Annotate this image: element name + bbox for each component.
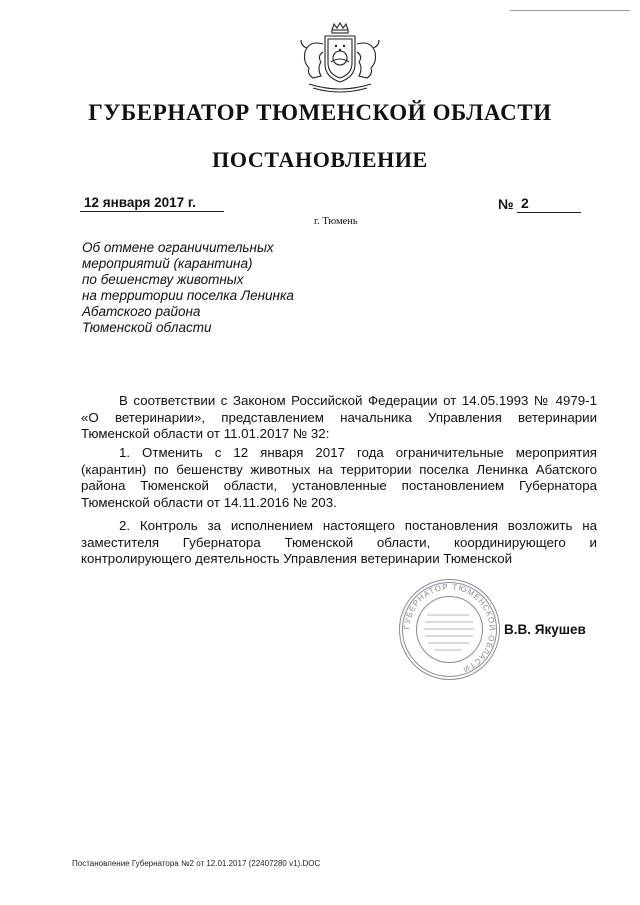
top-rule (510, 10, 630, 11)
signatory-name: В.В. Якушев (504, 622, 586, 637)
document-number: 2 (517, 195, 581, 213)
document-date: 12 января 2017 г. (80, 195, 224, 212)
document-type: ПОСТАНОВЛЕНИЕ (212, 147, 428, 172)
coat-of-arms-icon (295, 22, 385, 94)
preamble-paragraph: В соответствии с Законом Российской Федерации от 14.05.1993 № 4979-1 «О ветеринарии», представлением начальника Управления ветеринарии Тюменской области от 11.01.2017 № 32: (81, 393, 597, 441)
authority-title: ГУБЕРНАТОР ТЮМЕНСКОЙ ОБЛАСТИ (88, 100, 552, 125)
footer-filename: Постановление Губернатора №2 от 12.01.2017 (22407280 v1).DOC (72, 859, 321, 868)
subject-line: Тюменской области (82, 320, 212, 335)
city: г. Тюмень (314, 216, 358, 227)
document-subject (82, 240, 382, 336)
subject-line: мероприятий (карантина) (82, 256, 253, 271)
subject-line: на территории поселка Ленинка (82, 288, 294, 303)
number-label: № (498, 196, 514, 212)
subject-line: Абатского района (82, 304, 201, 319)
seal-text: ГУБЕРНАТОР ТЮМЕНСКОЙ ОБЛАСТИ (402, 582, 497, 675)
item-2-paragraph: 2. Контроль за исполнением настоящего постановления возложить на заместителя Губернатора Тюменской области, координирующего и контролирующего деятельность Управления ветеринарии Тюменской (81, 518, 597, 566)
subject-line: по бешенству животных (82, 272, 244, 287)
subject-line: Об отмене ограничительных (82, 240, 274, 255)
official-seal-icon (397, 577, 502, 682)
item-1-paragraph: 1. Отменить с 12 января 2017 года ограничительные мероприятия (карантин) по бешенству животных на территории поселка Ленинка Абатского района Тюменской области, установленные постановлением Губернатора Тюменской области от 14.11.2016 № 203. (81, 445, 597, 510)
